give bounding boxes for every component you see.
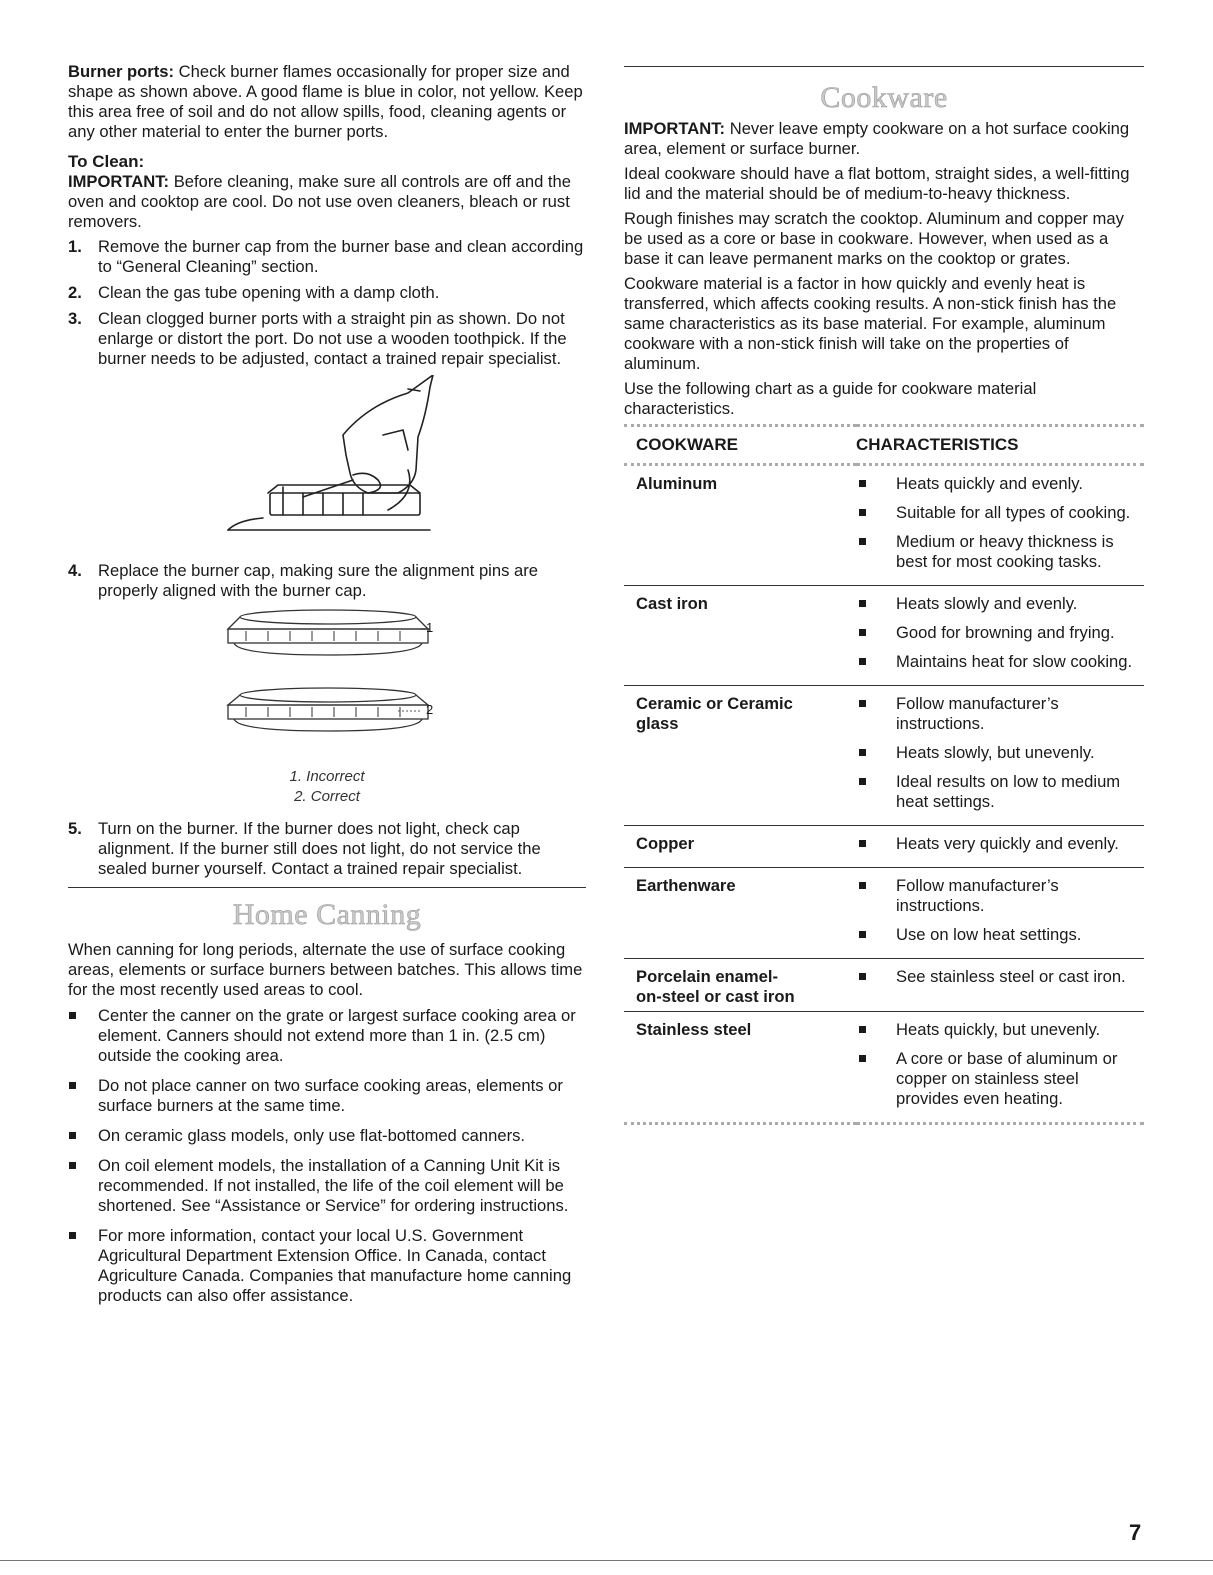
home-canning-bullets <box>68 1006 586 1306</box>
table-row <box>624 868 1144 959</box>
cookware-table <box>624 424 1144 1125</box>
right-column <box>624 66 1144 1125</box>
characteristic-item: Use on low heat settings. <box>856 925 1144 945</box>
material-name: Copper <box>624 826 856 868</box>
cookware-paragraph-4: Use the following chart as a guide for cookware material characteristics. <box>624 379 1037 418</box>
important-text: Before cleaning, make sure all controls are off and the oven and cooktop are cool. Do not use oven cleaners, bleach or rust removers. <box>68 172 571 231</box>
to-clean-heading: To Clean: <box>68 152 145 171</box>
material-name: Porcelain enamel-on-steel or cast iron <box>624 959 856 1012</box>
characteristic-item: Heats slowly and evenly. <box>856 594 1144 614</box>
footer-rule <box>0 1560 1213 1561</box>
caption-incorrect: 1. Incorrect <box>289 768 365 785</box>
characteristic-item: Heats quickly and evenly. <box>856 474 1144 494</box>
characteristic-item: Heats quickly, but unevenly. <box>856 1020 1144 1040</box>
material-name: Ceramic or Ceramic glass <box>624 686 856 826</box>
step-item-1 <box>68 237 586 277</box>
callout-2: 2 <box>426 702 434 717</box>
characteristics-list <box>856 594 1144 672</box>
characteristics-list <box>856 1020 1144 1109</box>
cleaning-steps-list <box>68 237 586 369</box>
canning-bullet: For more information, contact your local U.S. Government Agricultural Department Extension Office. In Canada, contact Agriculture Canada. Companies that manufacture home canning products can also offer assistance. <box>68 1226 586 1306</box>
material-name: Cast iron <box>624 586 856 686</box>
cookware-paragraph-1: Ideal cookware should have a flat bottom, straight sides, a well-fitting lid and the material should be of medium-to-heavy thickness. <box>624 164 1130 203</box>
burner-ports-text: Check burner flames occasionally for proper size and shape as shown above. A good flame is blue in color, not yellow. Keep this area free of soil and do not allow spills, food, cleaning agents or any other material to enter the burner ports. <box>68 62 583 141</box>
table-header-row <box>624 426 1144 465</box>
step-text: Replace the burner cap, making sure the alignment pins are properly aligned with the burner cap. <box>98 561 538 600</box>
characteristic-item: Ideal results on low to medium heat settings. <box>856 772 1144 812</box>
table-row <box>624 826 1144 868</box>
important-label: IMPORTANT: <box>68 172 170 191</box>
cookware-divider <box>624 66 1144 67</box>
home-canning-title: Home Canning <box>232 898 422 931</box>
step-text: Turn on the burner. If the burner does not light, check cap alignment. If the burner still does not light, do not service the sealed burner yourself. Contact a trained repair specialist. <box>98 819 541 878</box>
material-name: Earthenware <box>624 868 856 959</box>
step-item-5 <box>68 819 586 879</box>
step-number: 1. <box>68 237 82 256</box>
header-cookware: COOKWARE <box>624 426 856 465</box>
canning-bullet: Do not place canner on two surface cooking areas, elements or surface burners at the same time. <box>68 1076 586 1116</box>
step-item-2 <box>68 283 586 303</box>
important-paragraph <box>68 172 586 232</box>
cookware-important <box>624 119 1144 159</box>
characteristic-item: Heats slowly, but unevenly. <box>856 743 1144 763</box>
header-characteristics: CHARACTERISTICS <box>856 426 1144 465</box>
characteristics-list <box>856 876 1144 945</box>
step-number: 3. <box>68 309 82 328</box>
characteristics-list <box>856 834 1144 854</box>
characteristics-list <box>856 967 1144 987</box>
canning-bullet: On coil element models, the installation of a Canning Unit Kit is recommended. If not installed, the life of the coil element will be shortened. See “Assistance or Service” for ordering instructions. <box>68 1156 586 1216</box>
characteristic-item: See stainless steel or cast iron. <box>856 967 1144 987</box>
table-row <box>624 465 1144 586</box>
material-name: Stainless steel <box>624 1012 856 1124</box>
cookware-paragraph-2: Rough finishes may scratch the cooktop. Aluminum and copper may be used as a core or base in cookware. However, when used as a base it can leave permanent marks on the cooktop or grates. <box>624 209 1124 268</box>
step-number: 5. <box>68 819 82 838</box>
canning-bullet: On ceramic glass models, only use flat-bottomed canners. <box>68 1126 586 1146</box>
step-text: Clean clogged burner ports with a straight pin as shown. Do not enlarge or distort the port. Do not use a wooden toothpick. If the burner needs to be adjusted, contact a trained repair specialist. <box>98 309 567 368</box>
step-item-4 <box>68 561 586 601</box>
pin-cleaning-illustration <box>68 375 586 557</box>
characteristic-item: Follow manufacturer’s instructions. <box>856 694 1144 734</box>
table-row <box>624 686 1144 826</box>
step-text: Clean the gas tube opening with a damp cloth. <box>98 283 440 302</box>
characteristic-item: Medium or heavy thickness is best for most cooking tasks. <box>856 532 1144 572</box>
step-number: 4. <box>68 561 82 580</box>
cookware-title: Cookware <box>820 81 948 114</box>
characteristic-item: Maintains heat for slow cooking. <box>856 652 1144 672</box>
table-row <box>624 1012 1144 1124</box>
material-name: Aluminum <box>624 465 856 586</box>
cookware-paragraph-3: Cookware material is a factor in how quickly and evenly heat is transferred, which affects cooking results. A non-stick finish has the same characteristics as its base material. For example, aluminum cookware with a non-stick finish will take on the properties of aluminum. <box>624 274 1117 373</box>
characteristic-item: Follow manufacturer’s instructions. <box>856 876 1144 916</box>
step-item-3 <box>68 309 586 369</box>
burner-ports-paragraph <box>68 62 586 142</box>
step-text: Remove the burner cap from the burner base and clean according to “General Cleaning” section. <box>98 237 584 276</box>
burner-cap-diagram <box>68 607 586 767</box>
callout-1: 1 <box>426 620 434 635</box>
table-row <box>624 586 1144 686</box>
characteristic-item: Good for browning and frying. <box>856 623 1144 643</box>
cleaning-steps-list-final <box>68 819 586 879</box>
page-number: 7 <box>1129 1520 1142 1545</box>
characteristics-list <box>856 694 1144 812</box>
burner-ports-label: Burner ports: <box>68 62 175 81</box>
cookware-important-text: Never leave empty cookware on a hot surface cooking area, element or surface burner. <box>624 119 1130 158</box>
step-number: 2. <box>68 283 82 302</box>
table-row <box>624 959 1144 1012</box>
characteristic-item: Suitable for all types of cooking. <box>856 503 1144 523</box>
canning-bullet: Center the canner on the grate or largest surface cooking area or element. Canners should not extend more than 1 in. (2.5 cm) outside the cooking area. <box>68 1006 586 1066</box>
characteristics-list <box>856 474 1144 572</box>
left-column <box>68 62 586 1316</box>
home-canning-intro: When canning for long periods, alternate the use of surface cooking areas, elements or surface burners between batches. This allows time for the most recently used areas to cool. <box>68 940 583 999</box>
characteristic-item: Heats very quickly and evenly. <box>856 834 1144 854</box>
cookware-important-label: IMPORTANT: <box>624 119 726 138</box>
cleaning-steps-list-continued <box>68 561 586 601</box>
caption-correct: 2. Correct <box>294 788 360 805</box>
characteristic-item: A core or base of aluminum or copper on stainless steel provides even heating. <box>856 1049 1144 1109</box>
home-canning-divider <box>68 887 586 888</box>
